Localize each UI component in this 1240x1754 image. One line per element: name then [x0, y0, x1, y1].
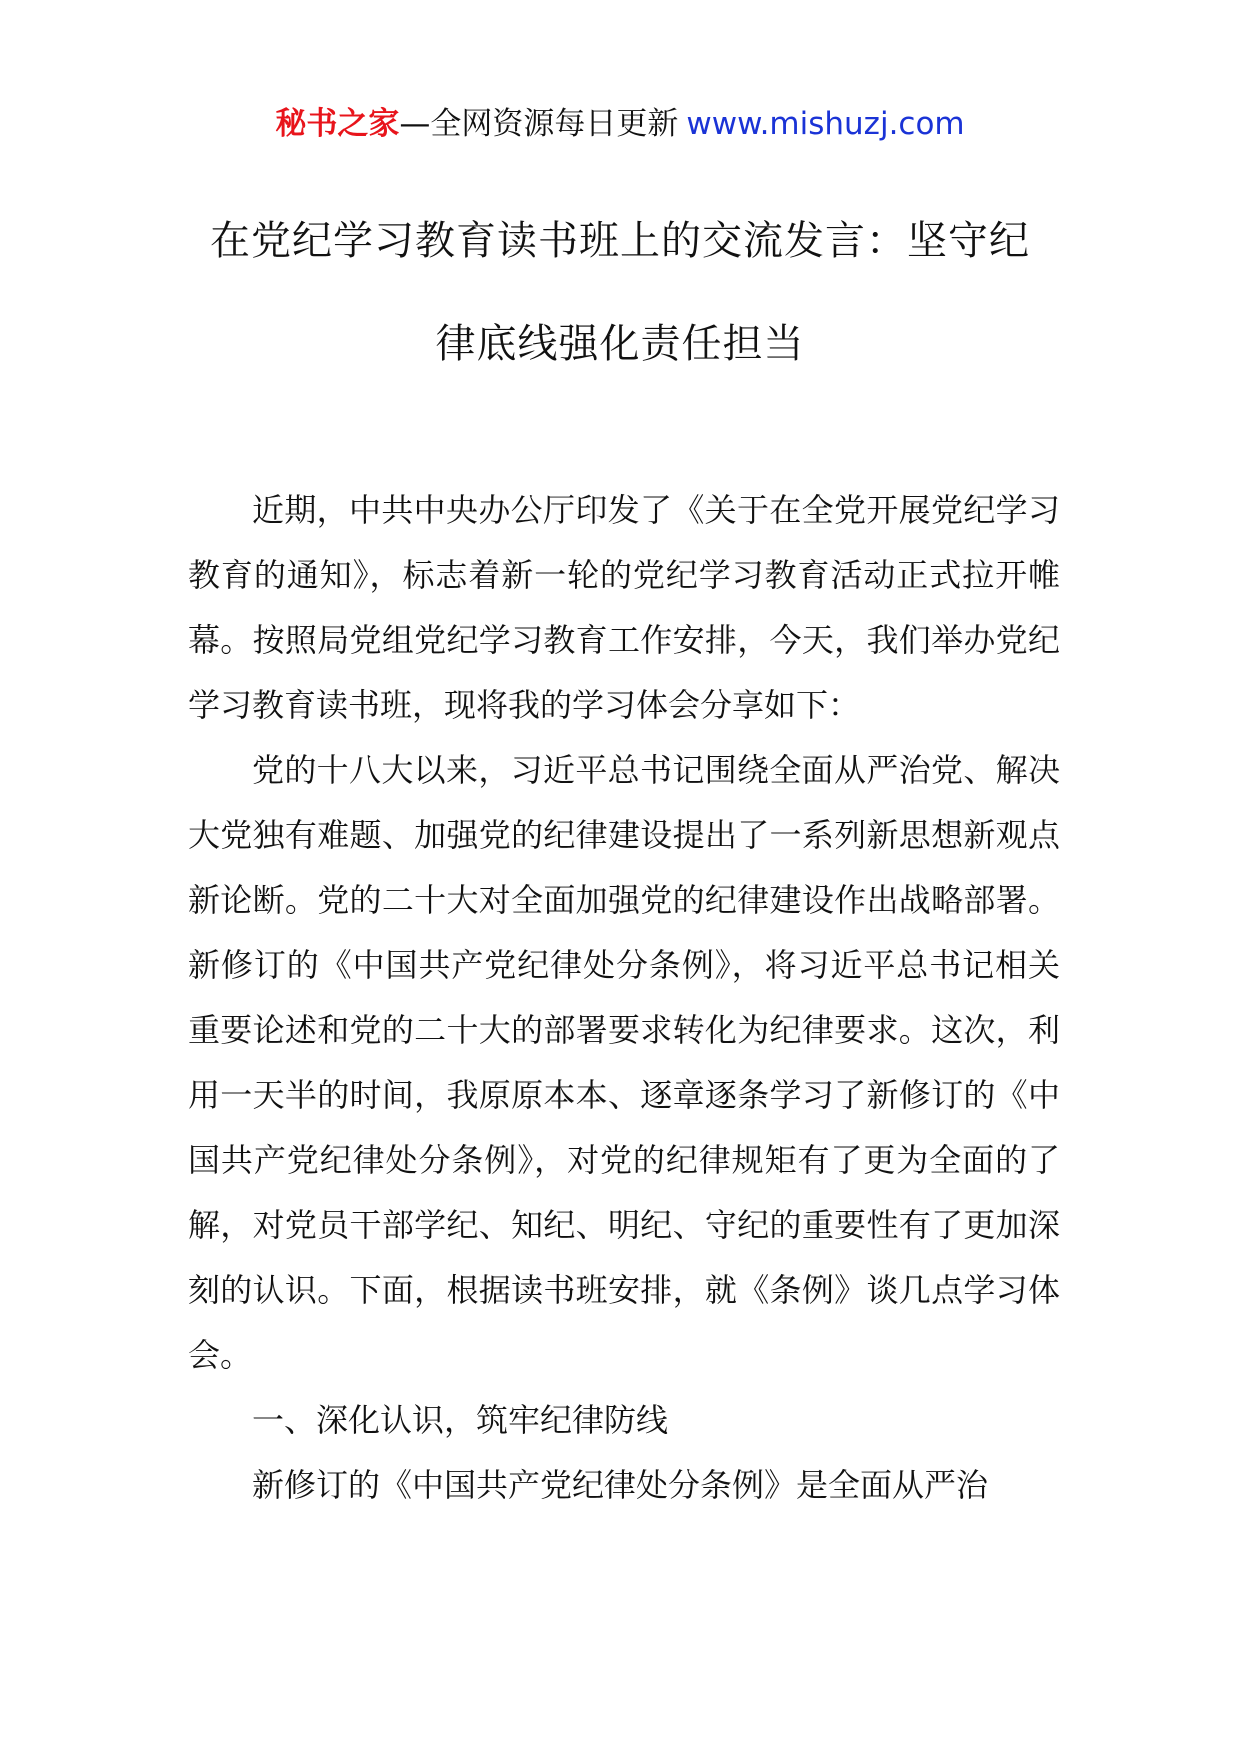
body-paragraph: 近期，中共中央办公厅印发了《关于在全党开展党纪学习教育的通知》，标志着新一轮的党纪学习教育活动正式拉开帷幕。按照局党组党纪学习教育工作安排，今天，我们举办党纪学习教育读书班，现将我的学习体会分享如下： [188, 491, 1060, 724]
site-url-link[interactable]: www.mishuzj.com [686, 106, 965, 142]
body-paragraph: 党的十八大以来，习近平总书记围绕全面从严治党、解决大党独有难题、加强党的纪律建设提出了一系列新思想新观点新论断。党的二十大对全面加强党的纪律建设作出战略部署。新修订的《中国共产党纪律处分条例》，将习近平总书记相关重要论述和党的二十大的部署要求转化为纪律要求。这次，利用一天半的时间，我原原本本、逐章逐条学习了新修订的《中国共产党纪律处分条例》，对党的纪律规矩有了更为全面的了解，对党员干部学纪、知纪、明纪、守纪的重要性有了更加深刻的认识。下面，根据读书班安排，就《条例》谈几点学习体会。 [188, 751, 1060, 1374]
page-header [0, 100, 1240, 148]
header-tagline: —全网资源每日更新 [399, 106, 679, 142]
document-body [188, 478, 1060, 1518]
title-line-1: 在党纪学习教育读书班上的交流发言：坚守纪 [210, 218, 1030, 264]
section-heading: 一、深化认识，筑牢纪律防线 [252, 1401, 669, 1439]
title-line-2: 律底线强化责任担当 [435, 321, 805, 367]
body-paragraph: 新修订的《中国共产党纪律处分条例》是全面从严治 [252, 1466, 989, 1504]
brand-name: 秘书之家 [275, 106, 400, 142]
document-title [186, 190, 1054, 396]
